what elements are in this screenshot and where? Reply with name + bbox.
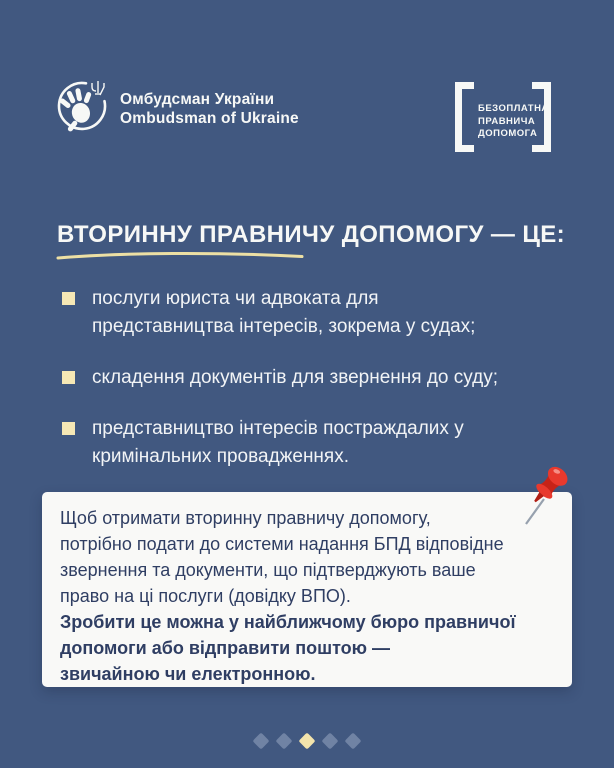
ombudsman-logo-line2: Ombudsman of Ukraine xyxy=(120,109,299,127)
ombudsman-logo xyxy=(56,80,299,137)
bullet-3-line-1: представництво інтересів постраждалих у xyxy=(92,418,464,439)
bullet-3-line-2: кримінальних провадженнях. xyxy=(92,446,349,467)
card-regular-line: право на ці послуги (довідку ВПО). xyxy=(60,586,351,606)
card-regular-line: звернення та документи, що підтверджують ваше xyxy=(60,560,476,580)
card-regular-line: потрібно подати до системи надання БПД відповідне xyxy=(60,534,504,554)
red-pushpin-icon xyxy=(516,458,572,535)
list-item xyxy=(62,285,542,341)
note-card xyxy=(42,492,572,687)
bullet-1-line-1: послуги юриста чи адвоката для xyxy=(92,288,379,309)
card-bold-line: допомоги або відправити поштою — xyxy=(60,638,391,658)
bullet-square-icon xyxy=(62,371,75,384)
list-item xyxy=(62,364,542,392)
bpd-logo-line1: БЕЗОПЛАТНА xyxy=(478,103,549,114)
ombudsman-logo-line1: Омбудсман України xyxy=(120,90,275,108)
bullet-1-line-2: представництва інтересів, зокрема у судах; xyxy=(92,316,476,337)
pagination-dot xyxy=(299,733,316,750)
bullet-list xyxy=(62,285,542,494)
left-bracket-icon xyxy=(455,82,474,152)
bpd-logo-line3: ДОПОМОГА xyxy=(478,128,538,139)
card-regular-line: Щоб отримати вторинну правничу допомогу, xyxy=(60,508,431,528)
pagination-dot xyxy=(322,733,339,750)
bullet-2-line-1: складення документів для звернення до суду; xyxy=(92,367,499,388)
hand-trident-logo-icon xyxy=(56,80,108,137)
heading-underline xyxy=(55,249,305,267)
pagination-dot xyxy=(253,733,270,750)
pagination-dot xyxy=(345,733,362,750)
bullet-square-icon xyxy=(62,292,75,305)
page-title: ВТОРИННУ ПРАВНИЧУ ДОПОМОГУ — ЦЕ: xyxy=(57,221,566,248)
list-item xyxy=(62,415,542,471)
pagination-dot xyxy=(276,733,293,750)
card-bold-line: Зробити це можна у найближчому бюро правничої xyxy=(60,612,516,632)
bullet-square-icon xyxy=(62,422,75,435)
bpd-logo-line2: ПРАВНИЧА xyxy=(478,115,536,127)
pagination xyxy=(0,735,614,747)
bpd-logo xyxy=(455,82,551,152)
card-bold-line: звичайною чи електронною. xyxy=(60,664,316,684)
